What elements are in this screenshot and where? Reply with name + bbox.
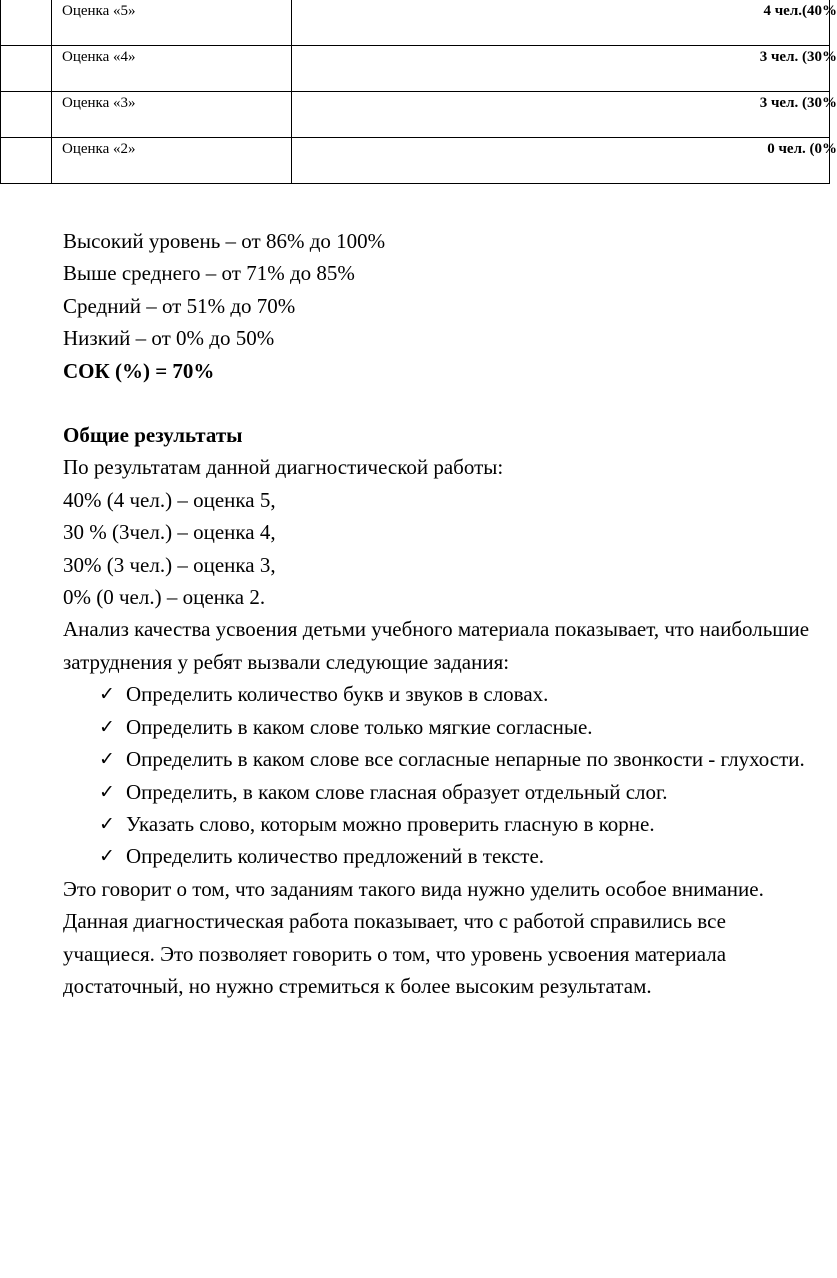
task-text: Указать слово, которым можно проверить гласную в корне. — [126, 811, 655, 836]
level-line: Средний – от 51% до 70% — [63, 293, 296, 318]
grade-count — [292, 92, 837, 138]
difficult-tasks-list — [63, 678, 823, 872]
grade-count — [292, 0, 837, 46]
results-intro: По результатам данной диагностической работы: — [63, 455, 504, 480]
grade-count — [292, 46, 837, 92]
grade-count — [292, 138, 837, 184]
result-line: 40% (4 чел.) – оценка 5, — [63, 487, 276, 512]
grade-count-text: 3 чел. (30% — [759, 95, 837, 111]
table-cell-empty — [1, 46, 52, 92]
list-item — [63, 678, 823, 710]
analysis-paragraph: Анализ качества усвоения детьми учебного материала показывает, что наибольшие затруднения у ребят вызвали следующие задания: — [63, 617, 810, 674]
table-row — [1, 92, 830, 138]
task-text: Определить в каком слове только мягкие согласные. — [126, 714, 593, 739]
grade-count-text: 4 чел.(40% — [763, 3, 837, 19]
grade-label: Оценка «4» — [52, 46, 292, 92]
level-line: Низкий – от 0% до 50% — [63, 326, 275, 351]
result-line: 30 % (3чел.) – оценка 4, — [63, 520, 276, 545]
check-icon: ✓ — [99, 683, 115, 706]
table-row — [1, 0, 830, 46]
spacer — [63, 387, 823, 419]
grade-label: Оценка «5» — [52, 0, 292, 46]
grade-label: Оценка «2» — [52, 138, 292, 184]
list-item — [63, 808, 823, 840]
level-line: Выше среднего – от 71% до 85% — [63, 261, 355, 286]
table-cell-empty — [1, 138, 52, 184]
task-text: Определить количество букв и звуков в словах. — [126, 682, 549, 707]
grade-count-text: 0 чел. (0% — [767, 141, 837, 157]
document-body — [63, 225, 823, 1002]
note-paragraph: Это говорит о том, что заданиям такого вида нужно уделить особое внимание. — [63, 876, 764, 901]
conclusion-paragraph: Данная диагностическая работа показывает, что с работой справились все учащиеся. Это позволяет говорить о том, что уровень усвоения материала достаточный, но нужно стремиться к более высоким результатам. — [63, 909, 727, 998]
check-icon: ✓ — [99, 748, 115, 771]
grade-count-text: 3 чел. (30% — [759, 49, 837, 65]
table-cell-empty — [1, 0, 52, 46]
task-text: Определить, в каком слове гласная образует отдельный слог. — [126, 779, 668, 804]
list-item — [63, 743, 823, 775]
grade-label: Оценка «3» — [52, 92, 292, 138]
sok-line: СОК (%) = 70% — [63, 358, 215, 383]
check-icon: ✓ — [99, 845, 115, 868]
result-line: 0% (0 чел.) – оценка 2. — [63, 585, 266, 610]
check-icon: ✓ — [99, 812, 115, 835]
table-row — [1, 46, 830, 92]
grades-table — [0, 0, 837, 184]
task-text: Определить в каком слове все согласные непарные по звонкости - глухости. — [126, 747, 805, 772]
list-item — [63, 840, 823, 872]
task-text: Определить количество предложений в тексте. — [126, 844, 545, 869]
table-cell-empty — [1, 92, 52, 138]
check-icon: ✓ — [99, 780, 115, 803]
table-row — [1, 138, 830, 184]
check-icon: ✓ — [99, 715, 115, 738]
level-line: Высокий уровень – от 86% до 100% — [63, 229, 386, 253]
list-item — [63, 776, 823, 808]
results-heading: Общие результаты — [63, 423, 243, 448]
result-line: 30% (3 чел.) – оценка 3, — [63, 552, 276, 577]
list-item — [63, 711, 823, 743]
